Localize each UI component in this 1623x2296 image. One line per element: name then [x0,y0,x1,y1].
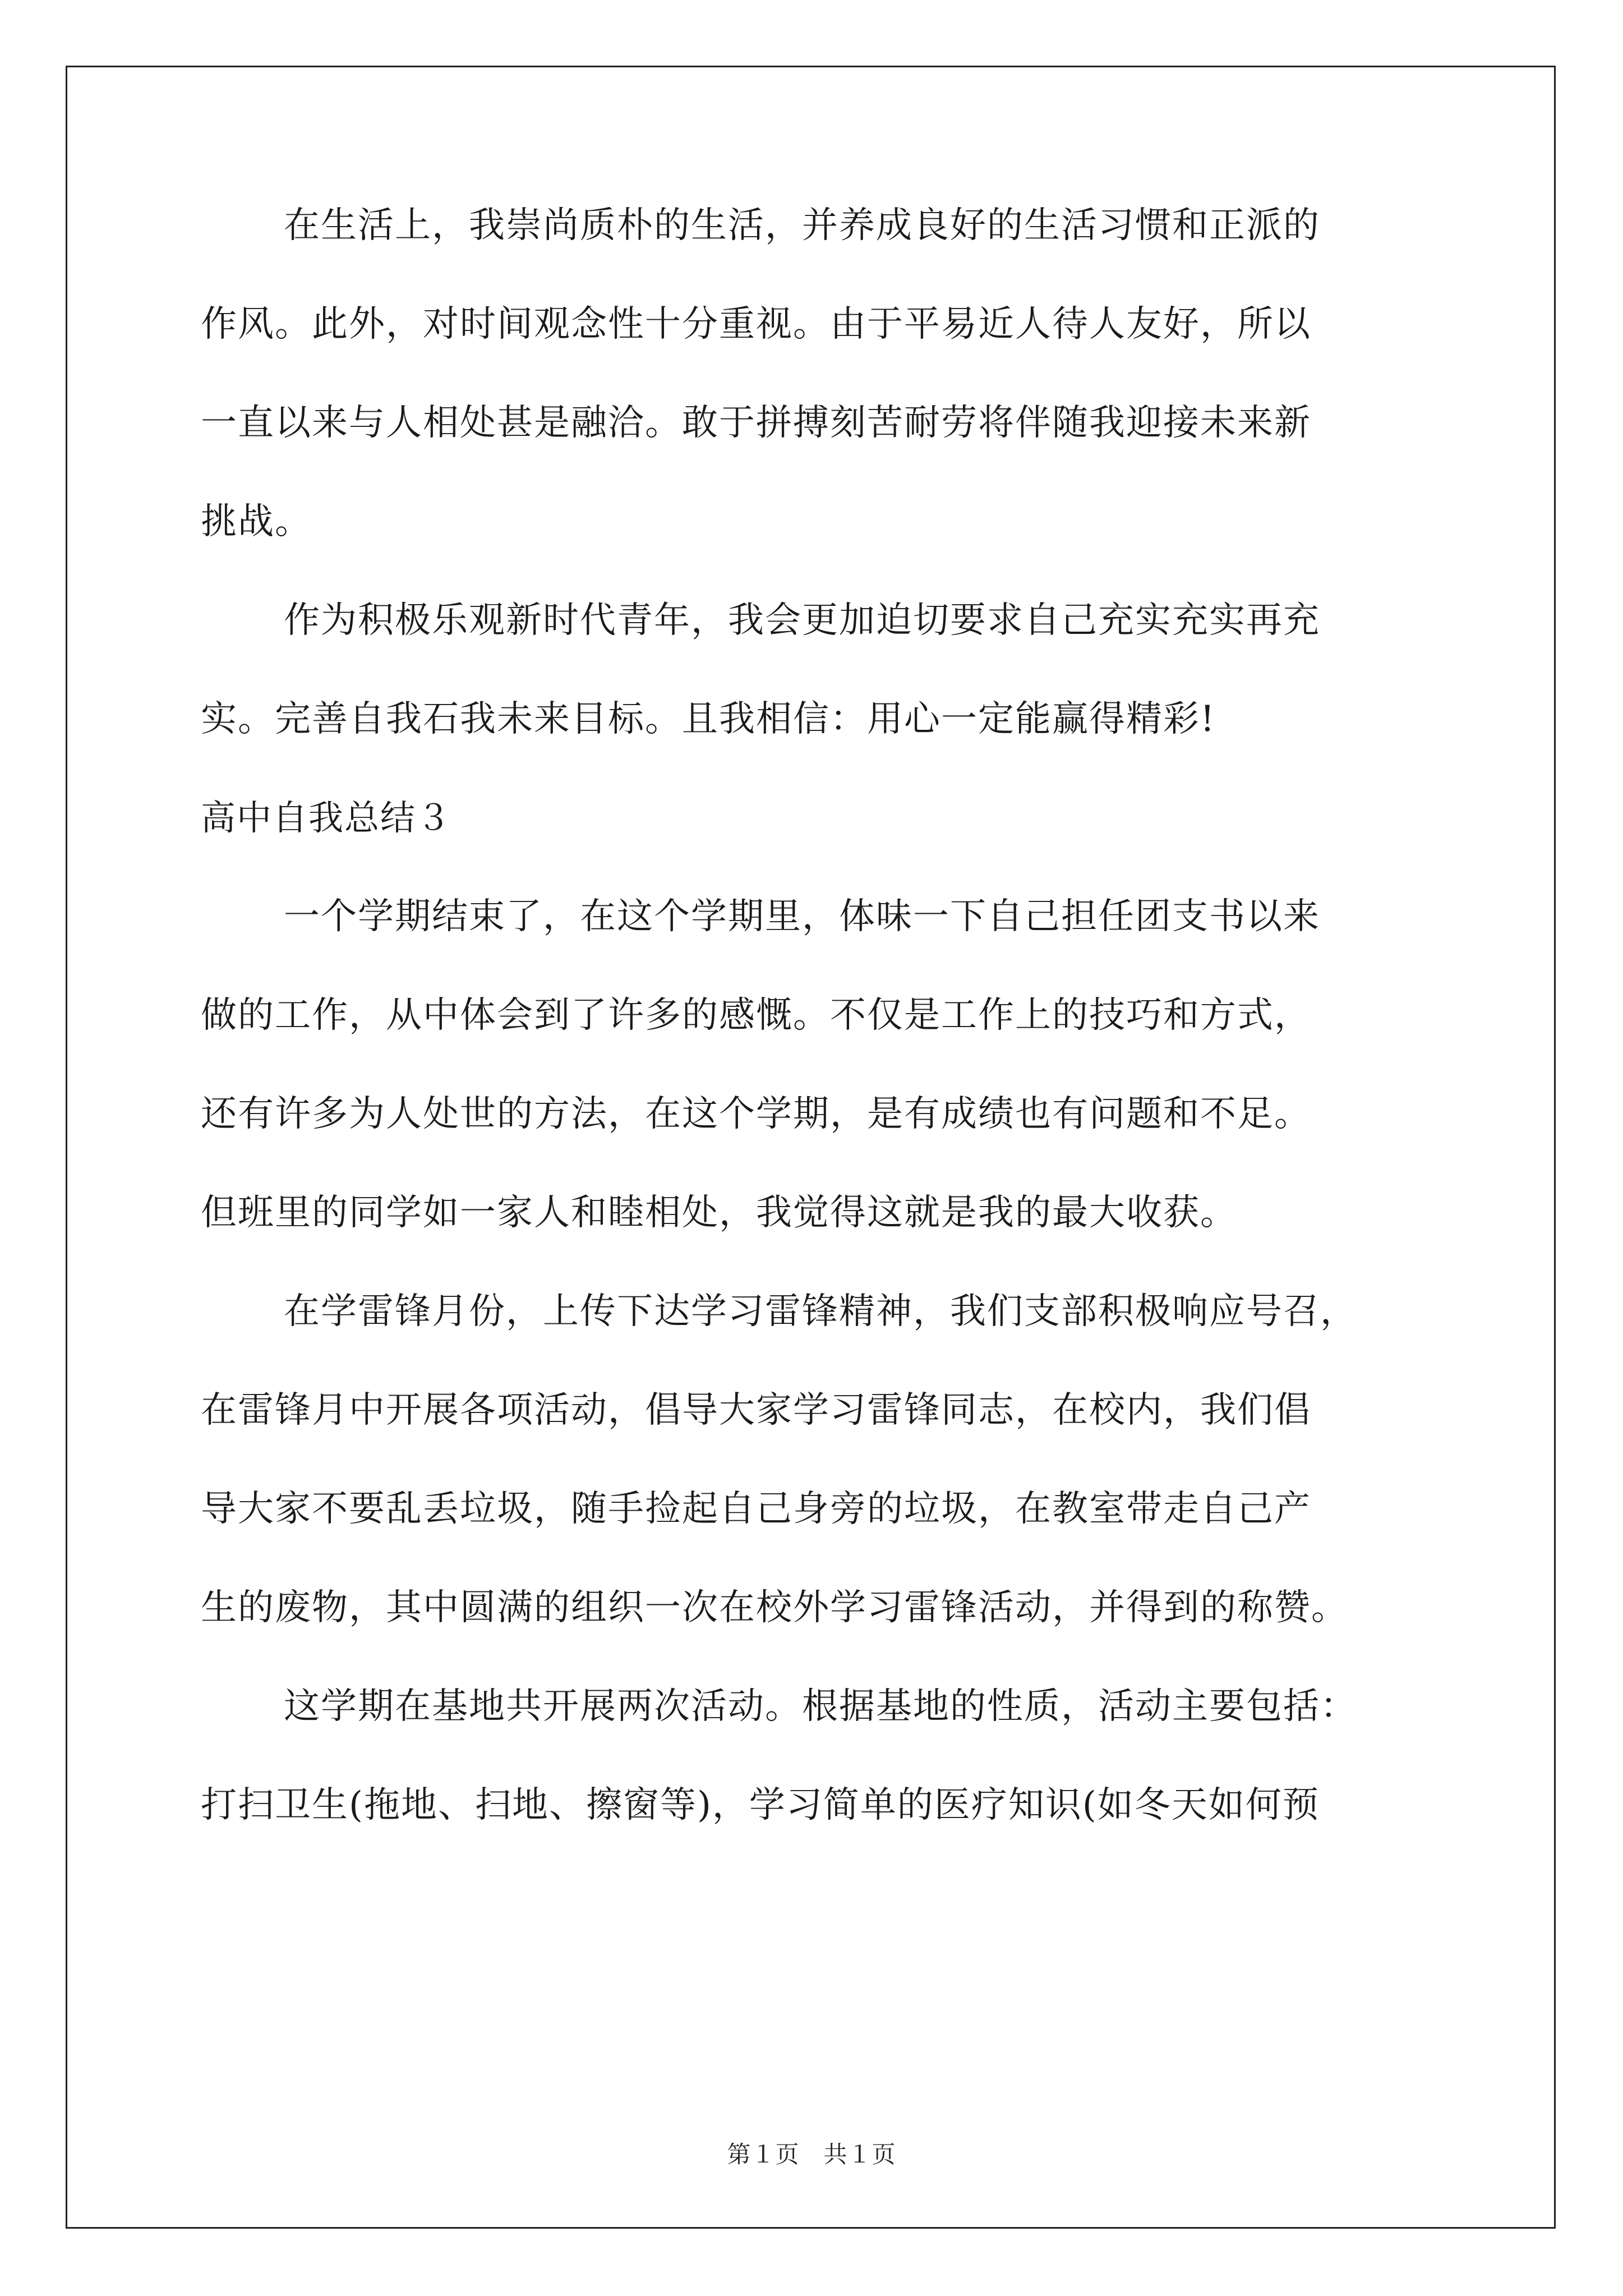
paragraph-line: 导大家不要乱丢垃圾，随手捡起自己身旁的垃圾，在教室带走自己产 [201,1488,1311,1530]
paragraph-line: 这学期在基地共开展两次活动。根据基地的性质，活动主要包括： [284,1686,1357,1727]
section-heading: 高中自我总结３ [201,797,453,838]
paragraph-line: 在生活上，我崇尚质朴的生活，并养成良好的生活习惯和正派的 [284,205,1320,246]
paragraph-line: 在雷锋月中开展各项活动，倡导大家学习雷锋同志，在校内，我们倡 [201,1389,1311,1431]
paragraph-line: 实。完善自我石我未来目标。且我相信：用心一定能赢得精彩! [201,698,1216,740]
paragraph-line: 但班里的同学如一家人和睦相处，我觉得这就是我的最大收获。 [201,1192,1237,1234]
paragraph-line: 生的废物，其中圆满的组织一次在校外学习雷锋活动，并得到的称赞。 [201,1587,1348,1628]
paragraph-line: 做的工作，从中体会到了许多的感慨。不仅是工作上的技巧和方式， [201,995,1311,1036]
paragraph-line: 一直以来与人相处甚是融洽。敢于拼搏刻苦耐劳将伴随我迎接未来新 [201,402,1311,444]
paragraph-line: 一个学期结束了，在这个学期里，体味一下自己担任团支书以来 [284,896,1320,937]
document-body [201,205,1435,1886]
paragraph-line: 打扫卫生(拖地、扫地、擦窗等)，学习简单的医疗知识(如冬天如何预 [201,1784,1320,1826]
paragraph-line: 作为积极乐观新时代青年，我会更加迫切要求自己充实充实再充 [284,600,1320,641]
paragraph-line: 还有许多为人处世的方法，在这个学期，是有成绩也有问题和不足。 [201,1093,1311,1135]
page-footer: 第１页 共１页 [727,2141,896,2168]
paragraph-line: 作风。此外，对时间观念性十分重视。由于平易近人待人友好，所以 [201,303,1311,345]
paragraph-line: 挑战。 [201,501,312,542]
paragraph-line: 在学雷锋月份，上传下达学习雷锋精神，我们支部积极响应号召， [284,1291,1357,1332]
